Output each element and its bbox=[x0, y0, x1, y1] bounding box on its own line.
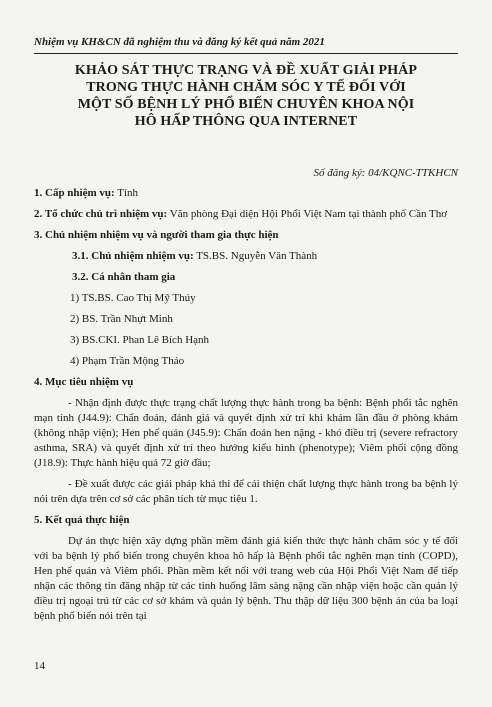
section-1 bbox=[34, 186, 458, 201]
section-label: 2. Tổ chức chủ trì nhiệm vụ: bbox=[34, 208, 168, 220]
section-3-heading: 3. Chủ nhiệm nhiệm vụ và người tham gia thực hiện bbox=[34, 229, 279, 241]
goal-paragraph: - Đề xuất được các giải pháp khả thi để cải thiện chất lượng thực hành trong ba bệnh lý nói trên dựa trên cơ sở các phân tích từ mục tiêu 1. bbox=[34, 478, 458, 505]
participant-item: 1) TS.BS. Cao Thị Mỹ Thúy bbox=[70, 292, 196, 304]
title-line: HÔ HẤP THÔNG QUA INTERNET bbox=[134, 114, 358, 129]
participant-item: 4) Phạm Trần Mộng Thảo bbox=[70, 355, 185, 367]
section-4-heading: 4. Mục tiêu nhiệm vụ bbox=[34, 376, 134, 388]
section-value: TS.BS. Nguyễn Văn Thành bbox=[196, 250, 318, 262]
participant-item: 3) BS.CKI. Phan Lê Bích Hạnh bbox=[70, 334, 210, 346]
result-paragraph: Dự án thực hiện xây dựng phần mềm đánh giá kiến thức thực hành chăm sóc y tế đối với ba bệnh lý phổ biến trong chuyên khoa hô hấp là Bệnh phổi tắc nghẽn mạn tính (COPD), Hen phế quản và Viêm phổi. Phần mềm kết nối với trang web của Hội Phổi Việt Nam để tiếp nhận các thông tin đăng nhập từ các tình huống lâm sàng nặng cần nhập viện hoặc cần quản lý điều trị ngoại trú từ các cơ sở khám và quản lý bệnh. Thu thập dữ liệu 300 bệnh án của ba loại bệnh phổ biến nói trên tại bbox=[34, 535, 458, 622]
section-5-heading: 5. Kết quả thực hiện bbox=[34, 514, 130, 526]
section-2 bbox=[34, 207, 458, 222]
section-label: 1. Cấp nhiệm vụ: bbox=[34, 187, 115, 199]
goal-paragraph: - Nhận định được thực trạng chất lượng thực hành trong ba bệnh: Bệnh phổi tắc nghẽn mạn tính (J44.9): Chẩn đoán, đánh giá và quyết định xử trí khi khám lần đầu ở phòng khám (không nhập viện); Hen phế quản (J45.9): Chẩn đoán hen nặng - khó điều trị (severe refractory asthma, SRA) và quyết định xử trí theo hướng kiểu hình (phenotype); Viêm phổi cộng đồng (J18.9): Thực hành hiệu quả 72 giờ đầu; bbox=[34, 397, 458, 469]
document-title bbox=[44, 62, 448, 130]
section-3-1 bbox=[34, 249, 458, 264]
registration-number: Số đăng ký: 04/KQNC-TTKHCN bbox=[313, 167, 458, 179]
section-value: Tỉnh bbox=[117, 187, 139, 199]
header-divider bbox=[34, 53, 458, 54]
section-value: Văn phòng Đại diện Hội Phổi Việt Nam tại thành phố Cần Thơ bbox=[169, 208, 448, 220]
title-line: TRONG THỰC HÀNH CHĂM SÓC Y TẾ ĐỐI VỚI bbox=[86, 80, 406, 95]
participant-item: 2) BS. Trần Nhựt Minh bbox=[70, 313, 173, 325]
title-line: KHẢO SÁT THỰC TRẠNG VÀ ĐỀ XUẤT GIẢI PHÁP bbox=[74, 63, 418, 78]
title-line: MỘT SỐ BỆNH LÝ PHỔ BIẾN CHUYÊN KHOA NỘI bbox=[77, 97, 415, 112]
section-label: 3.1. Chủ nhiệm nhiệm vụ: bbox=[72, 250, 194, 262]
page-number: 14 bbox=[34, 660, 45, 672]
section-3-2-heading: 3.2. Cá nhân tham gia bbox=[72, 271, 176, 283]
running-header: Nhiệm vụ KH&CN đã nghiệm thu và đăng ký kết quả năm 2021 bbox=[34, 36, 325, 48]
document-body bbox=[34, 186, 458, 624]
